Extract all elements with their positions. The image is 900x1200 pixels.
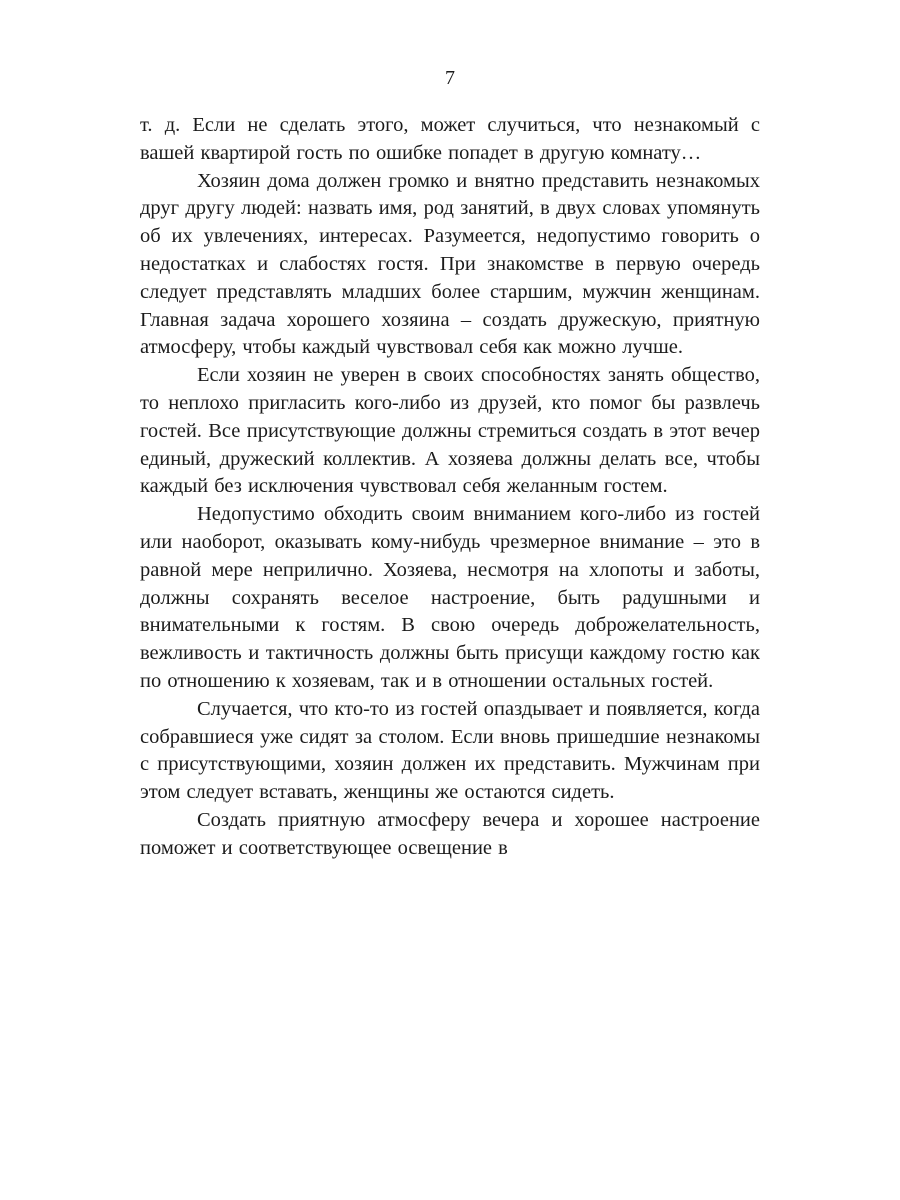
paragraph: Недопустимо обходить своим вниманием кого-либо из гостей или наоборот, оказывать кому-нибудь чрезмерное внимание – это в равной мере неприлично. Хозяева, несмотря на хлопоты и заботы, должны сохранять веселое настроение, быть радушными и внимательными к гостям. В свою очередь доброжелательность, вежливость и тактичность должны быть присущи каждому гостю как по отношению к хозяевам, так и в отношении остальных гостей.: [140, 503, 760, 692]
paragraph: Создать приятную атмосферу вечера и хорошее настроение поможет и соответствующее освещение в: [140, 808, 760, 859]
paragraph: Случается, что кто-то из гостей опаздывает и появляется, когда собравшиеся уже сидят за столом. Если вновь пришедшие незнакомы с присутствующими, хозяин должен их представить. Мужчинам при этом следует вставать, женщины же остаются сидеть.: [140, 697, 760, 804]
page-number: 7: [445, 67, 455, 89]
page-body-text: [140, 112, 760, 863]
paragraph: т. д. Если не сделать этого, может случиться, что незнакомый с вашей квартирой гость по ошибке попадет в другую комнату…: [140, 114, 760, 164]
paragraph: Если хозяин не уверен в своих способностях занять общество, то неплохо пригласить кого-либо из друзей, кто помог бы развлечь гостей. Все присутствующие должны стремиться создать в этот вечер единый, дружеский коллектив. А хозяева должны делать все, чтобы каждый без исключения чувствовал себя желанным гостем.: [140, 364, 760, 498]
paragraph: Хозяин дома должен громко и внятно представить незнакомых друг другу людей: назвать имя, род занятий, в двух словах упомянуть об их увлечениях, интересах. Разумеется, недопустимо говорить о недостатках и слабостях гостя. При знакомстве в первую очередь следует представлять младших более старшим, мужчин женщинам. Главная задача хорошего хозяина – создать дружескую, приятную атмосферу, чтобы каждый чувствовал себя как можно лучше.: [140, 169, 760, 359]
